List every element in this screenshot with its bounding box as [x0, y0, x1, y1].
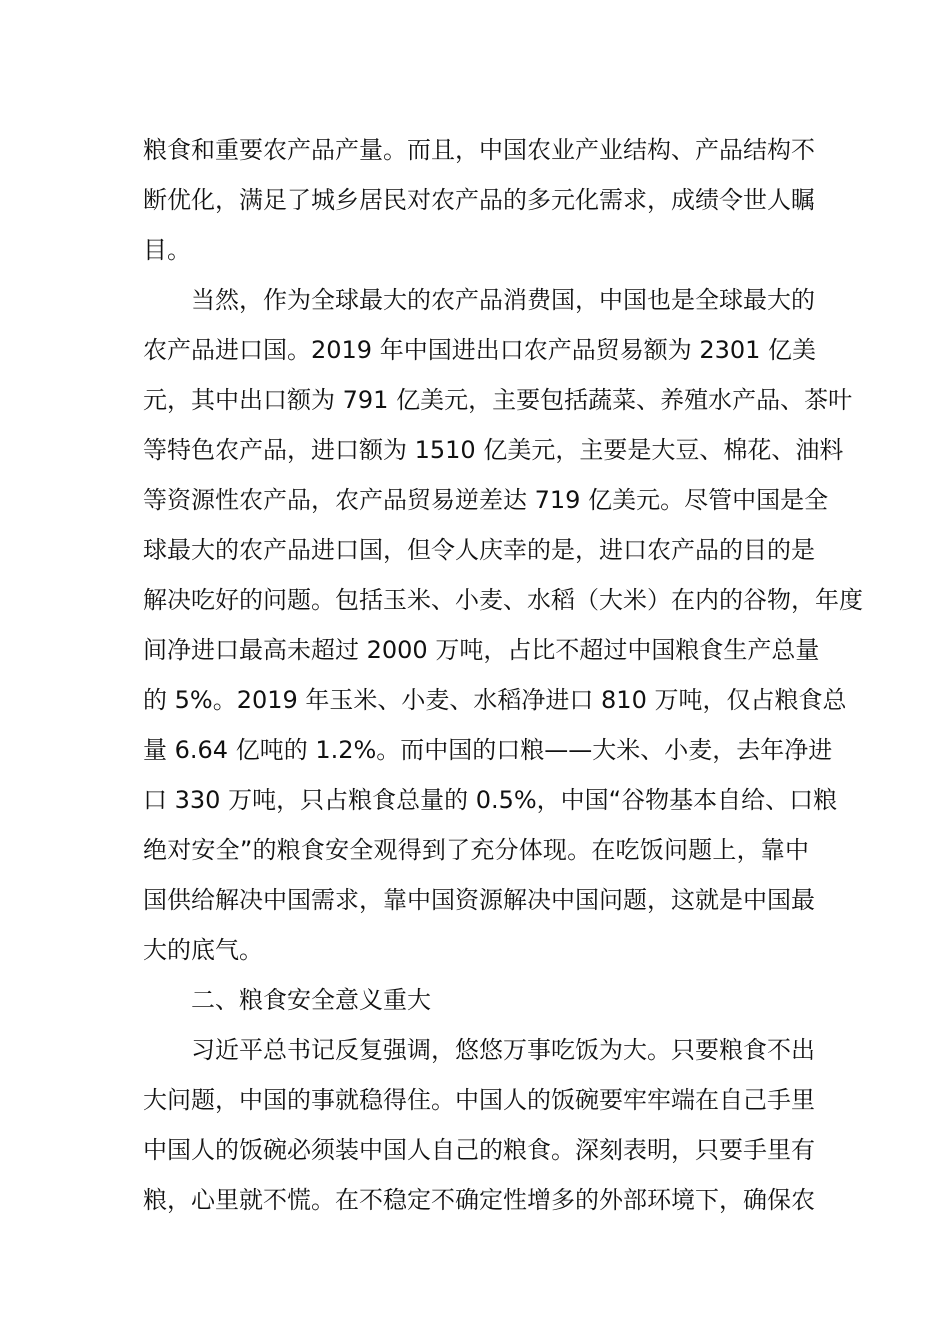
text-line: 断优化，满足了城乡居民对农产品的多元化需求，成绩令世人瞩 [143, 186, 815, 214]
text-line: 等特色农产品，进口额为 1510 亿美元，主要是大豆、棉花、油料 [143, 436, 844, 464]
text-line: 大的底气。 [143, 936, 263, 964]
section-heading: 二、粮食安全意义重大 [191, 986, 431, 1014]
text-line: 球最大的农产品进口国，但令人庆幸的是，进口农产品的目的是 [143, 536, 815, 564]
text-line: 目。 [143, 236, 191, 264]
text-line: 中国人的饭碗必须装中国人自己的粮食。深刻表明，只要手里有 [143, 1136, 815, 1164]
text-line: 等资源性农产品，农产品贸易逆差达 719 亿美元。尽管中国是全 [143, 486, 829, 514]
text-line: 绝对安全”的粮食安全观得到了充分体现。在吃饭问题上，靠中 [143, 836, 809, 864]
paragraph-first-line: 当然，作为全球最大的农产品消费国，中国也是全球最大的 [191, 286, 815, 314]
text-line: 解决吃好的问题。包括玉米、小麦、水稻（大米）在内的谷物，年度 [143, 586, 863, 614]
paragraph-first-line: 习近平总书记反复强调，悠悠万事吃饭为大。只要粮食不出 [191, 1036, 815, 1064]
text-line: 国供给解决中国需求，靠中国资源解决中国问题，这就是中国最 [143, 886, 815, 914]
text-line: 粮食和重要农产品产量。而且，中国农业产业结构、产品结构不 [143, 136, 815, 164]
text-line: 农产品进口国。2019 年中国进出口农产品贸易额为 2301 亿美 [143, 336, 817, 364]
text-line: 量 6.64 亿吨的 1.2%。而中国的口粮——大米、小麦，去年净进 [143, 736, 833, 764]
text-line: 的 5%。2019 年玉米、小麦、水稻净进口 810 万吨，仅占粮食总 [143, 686, 847, 714]
text-line: 口 330 万吨，只占粮食总量的 0.5%，中国“谷物基本自给、口粮 [143, 786, 838, 814]
text-line: 元，其中出口额为 791 亿美元，主要包括蔬菜、养殖水产品、茶叶 [143, 386, 853, 414]
text-line: 间净进口最高未超过 2000 万吨，占比不超过中国粮食生产总量 [143, 636, 820, 664]
text-line: 大问题，中国的事就稳得住。中国人的饭碗要牢牢端在自己手里 [143, 1086, 815, 1114]
text-line: 粮，心里就不慌。在不稳定不确定性增多的外部环境下，确保农 [143, 1186, 815, 1214]
